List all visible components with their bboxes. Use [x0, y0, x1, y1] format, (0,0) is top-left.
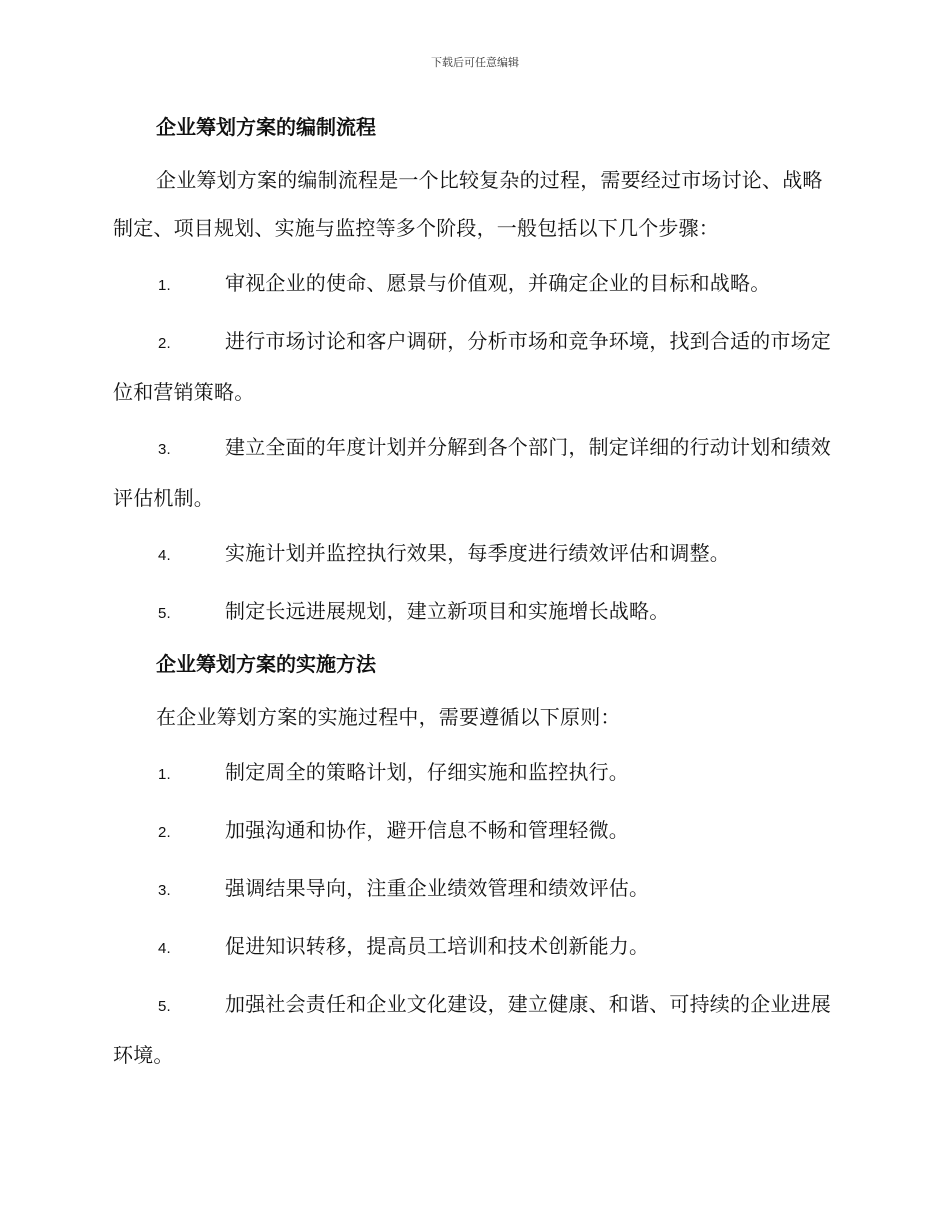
section-2-title: 企业筹划方案的实施方法: [156, 652, 376, 676]
list-item-text: 促进知识转移，提高员工培训和技术创新能力。: [225, 934, 650, 958]
list-item-number: 2.: [158, 824, 171, 841]
list-item-number: 1.: [158, 766, 171, 783]
section-2-intro: 在企业筹划方案的实施过程中，需要遵循以下原则：: [156, 705, 621, 729]
list-item-text: 进行市场讨论和客户调研，分析市场和竞争环境，找到合适的市场定位和营销策略。: [113, 329, 831, 404]
list-item: [113, 864, 835, 915]
list-item-text: 强调结果导向，注重企业绩效管理和绩效评估。: [225, 876, 650, 900]
list-item: [113, 317, 835, 416]
list-item-text: 实施计划并监控执行效果，每季度进行绩效评估和调整。: [225, 541, 730, 565]
section-1-title: 企业筹划方案的编制流程: [156, 115, 376, 139]
list-item: [113, 806, 835, 857]
list-item-number: 3.: [158, 882, 171, 899]
list-item: [113, 748, 835, 799]
list-item: [113, 423, 835, 522]
list-item: [113, 980, 835, 1079]
list-item-text: 加强沟通和协作，避开信息不畅和管理轻微。: [225, 818, 629, 842]
header-note: 下载后可任意编辑: [431, 56, 519, 69]
list-item: [113, 922, 835, 973]
list-item-text: 建立全面的年度计划并分解到各个部门，制定详细的行动计划和绩效评估机制。: [113, 435, 831, 510]
list-item: [113, 587, 835, 638]
list-item-number: 4.: [158, 940, 171, 957]
section-1-intro: 企业筹划方案的编制流程是一个比较复杂的过程，需要经过市场讨论、战略制定、项目规划、实施与监控等多个阶段，一般包括以下几个步骤：: [113, 168, 823, 240]
list-item-text: 加强社会责任和企业文化建设，建立健康、和谐、可持续的企业进展环境。: [113, 992, 831, 1067]
list-item: [113, 259, 835, 310]
list-item-number: 1.: [158, 277, 171, 294]
list-item: [113, 529, 835, 580]
list-item-number: 5.: [158, 998, 171, 1015]
list-item-number: 5.: [158, 605, 171, 622]
list-item-text: 审视企业的使命、愿景与价值观，并确定企业的目标和战略。: [225, 271, 771, 295]
list-item-text: 制定周全的策略计划，仔细实施和监控执行。: [225, 760, 629, 784]
list-item-number: 2.: [158, 335, 171, 352]
document-body: [113, 108, 835, 1079]
list-item-number: 3.: [158, 441, 171, 458]
list-item-number: 4.: [158, 547, 171, 564]
list-item-text: 制定长远进展规划，建立新项目和实施增长战略。: [225, 599, 670, 623]
